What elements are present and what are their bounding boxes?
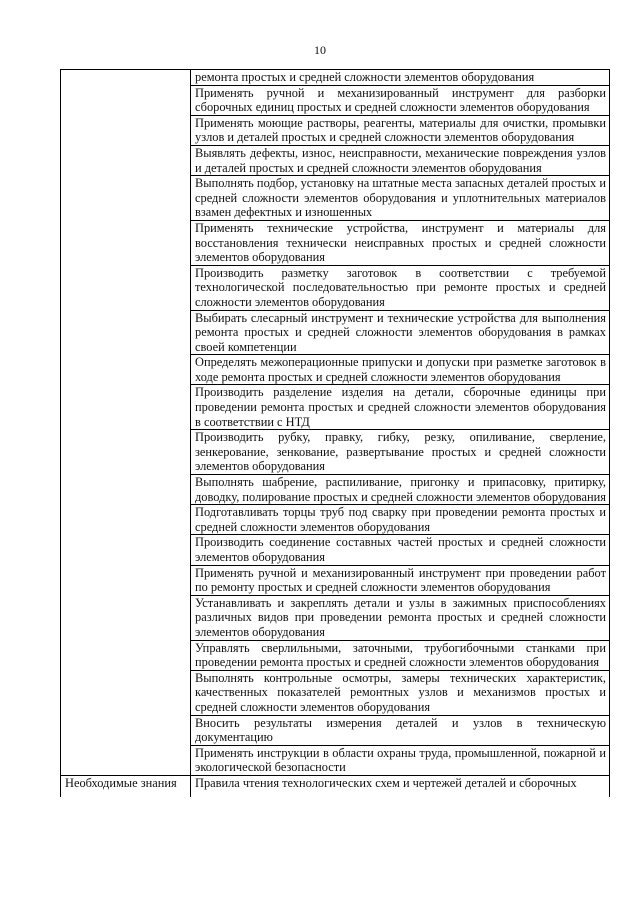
- row-text: Применять моющие растворы, реагенты, материалы для очистки, промывки узлов и деталей простых и средней сложности элементов оборудования: [191, 115, 610, 145]
- row-text: Производить соединение составных частей простых и средней сложности элементов оборудования: [191, 535, 610, 565]
- row-text: Подготавливать торцы труб под сварку при проведении ремонта простых и средней сложности элементов оборудования: [191, 505, 610, 535]
- table-row: [61, 70, 610, 86]
- table-row: [61, 775, 610, 796]
- row-text: Применять ручной и механизированный инструмент при проведении работ по ремонту простых и средней сложности элементов оборудования: [191, 565, 610, 595]
- row-text: Определять межоперационные припуски и допуски при разметке заготовок в ходе ремонта простых и средней сложности элементов оборудования: [191, 355, 610, 385]
- row-text: Производить разметку заготовок в соответствии с требуемой технологической последовательностью при ремонте простых и средней сложности элементов оборудования: [191, 265, 610, 310]
- page-number: 10: [314, 43, 326, 57]
- row-text: Правила чтения технологических схем и чертежей деталей и сборочных: [191, 775, 610, 796]
- row-text: Управлять сверлильными, заточными, трубогибочными станками при проведении ремонта простых и средней сложности элементов оборудования: [191, 640, 610, 670]
- row-text: Применять технические устройства, инструмент и материалы для восстановления технически неисправных простых и средней сложности элементов оборудования: [191, 220, 610, 265]
- row-text: Устанавливать и закреплять детали и узлы в зажимных приспособлениях различных видов при проведении ремонта простых и средней сложности элементов оборудования: [191, 595, 610, 640]
- row-text: Применять ручной и механизированный инструмент для разборки сборочных единиц простых и средней сложности элементов оборудования: [191, 85, 610, 115]
- row-text: Вносить результаты измерения деталей и узлов в техническую документацию: [191, 715, 610, 745]
- row-text: Производить рубку, правку, гибку, резку, опиливание, сверление, зенкерование, зенкование, развертывание простых и средней сложности элементов оборудования: [191, 430, 610, 475]
- row-text: Выполнять шабрение, распиливание, пригонку и припасовку, притирку, доводку, полирование простых и средней сложности элементов оборудования: [191, 475, 610, 505]
- skills-table: [60, 69, 610, 797]
- row-text: Выбирать слесарный инструмент и технические устройства для выполнения ремонта простых и средней сложности элементов оборудования в рамках своей компетенции: [191, 310, 610, 355]
- row-text: Выявлять дефекты, износ, неисправности, механические повреждения узлов и деталей простых и средней сложности элементов оборудования: [191, 145, 610, 175]
- row-label-skills: [61, 70, 191, 776]
- skills-table-body: [61, 70, 610, 797]
- row-text: Применять инструкции в области охраны труда, промышленной, пожарной и экологической безопасности: [191, 745, 610, 775]
- row-label-knowledge: Необходимые знания: [61, 775, 191, 796]
- row-text: Производить разделение изделия на детали, сборочные единицы при проведении ремонта простых и средней сложности элементов оборудования в соответствии с НТД: [191, 385, 610, 430]
- row-text: Выполнять подбор, установку на штатные места запасных деталей простых и средней сложности элементов оборудования и уплотнительных материалов взамен дефектных и изношенных: [191, 176, 610, 221]
- row-text: Выполнять контрольные осмотры, замеры технических характеристик, качественных показателей ремонтных узлов и механизмов простых и средней сложности элементов оборудования: [191, 670, 610, 715]
- row-text: ремонта простых и средней сложности элементов оборудования: [191, 70, 610, 86]
